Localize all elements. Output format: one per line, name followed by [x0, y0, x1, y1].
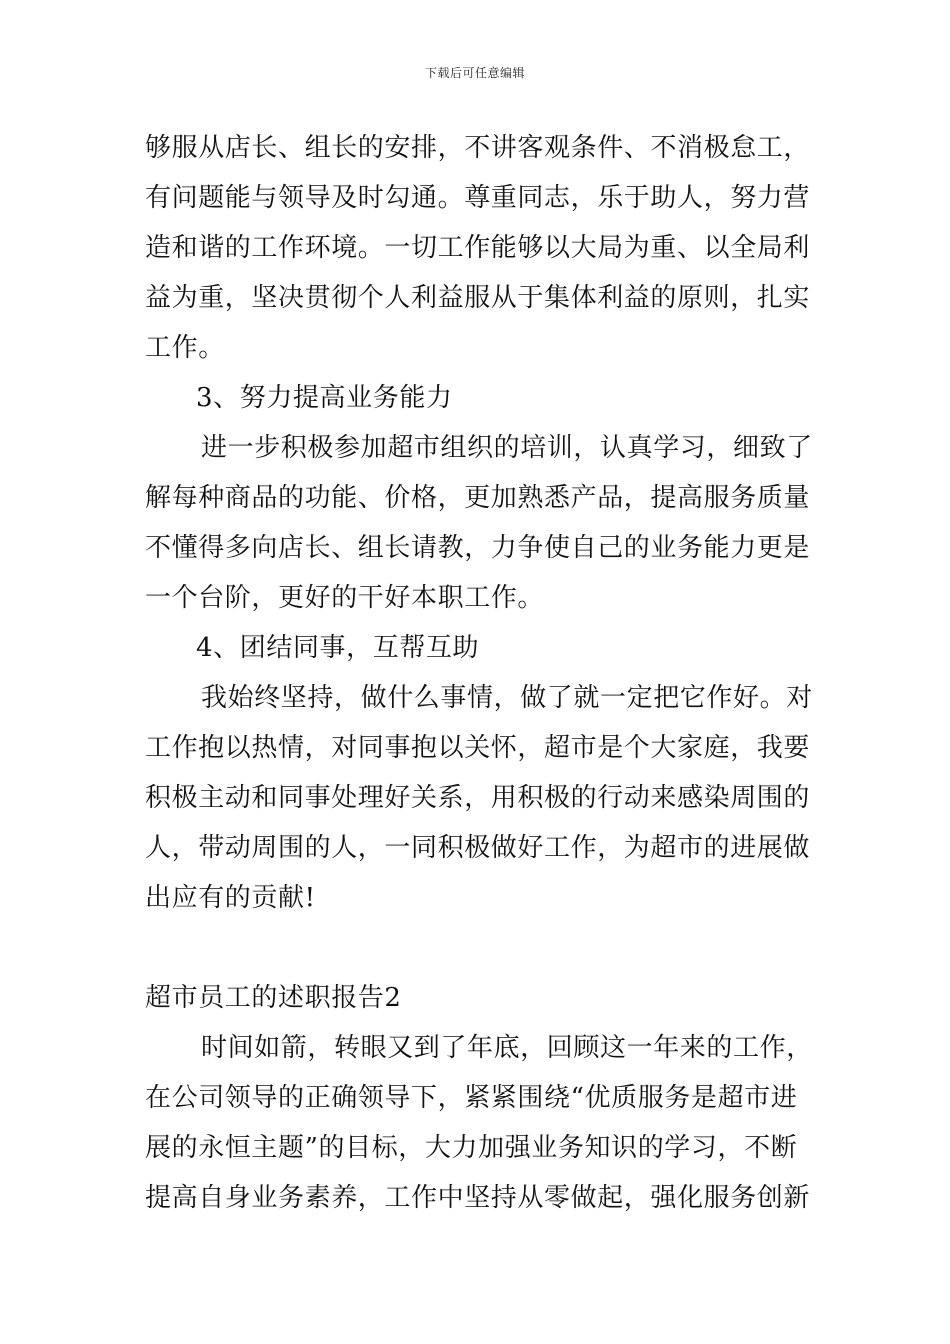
report-title: 超市员工的述职报告2	[145, 983, 402, 1013]
paragraph-line: 人，带动周围的人，一同积极做好工作，为超市的进展做	[145, 833, 811, 863]
section-heading: 3、努力提高业务能力	[196, 383, 453, 413]
paragraph-line: 工作抱以热情，对同事抱以关怀，超市是个大家庭，我要	[145, 733, 811, 763]
paragraph-line: 在公司领导的正确领导下，紧紧围绕“优质服务是超市进	[145, 1083, 798, 1113]
paragraph-line: 工作。	[145, 333, 225, 363]
paragraph-line: 够服从店长、组长的安排，不讲客观条件、不消极怠工，	[145, 133, 811, 163]
paragraph-line: 积极主动和同事处理好关系，用积极的行动来感染周围的	[145, 783, 811, 813]
page-header: 下载后可任意编辑	[424, 66, 525, 80]
paragraph-line: 展的永恒主题”的目标，大力加强业务知识的学习，不断	[145, 1133, 798, 1163]
paragraph-line: 有问题能与领导及时勾通。尊重同志，乐于助人，努力营	[145, 183, 811, 213]
paragraph-line: 益为重，坚决贯彻个人利益服从于集体利益的原则，扎实	[145, 283, 811, 313]
paragraph-line: 造和谐的工作环境。一切工作能够以大局为重、以全局利	[145, 233, 811, 263]
paragraph-line: 一个台阶，更好的干好本职工作。	[145, 583, 545, 613]
paragraph-line: 解每种商品的功能、价格，更加熟悉产品，提高服务质量	[145, 483, 811, 513]
paragraph-line: 出应有的贡献!	[145, 883, 316, 913]
paragraph-line: 我始终坚持，做什么事情，做了就一定把它作好。对	[201, 683, 813, 713]
section-heading: 4、团结同事，互帮互助	[196, 633, 480, 663]
paragraph-line: 不懂得多向店长、组长请教，力争使自己的业务能力更是	[145, 533, 811, 563]
paragraph-line: 时间如箭，转眼又到了年底，回顾这一年来的工作，	[201, 1033, 813, 1063]
paragraph-line: 进一步积极参加超市组织的培训，认真学习，细致了	[201, 433, 813, 463]
paragraph-line: 提高自身业务素养，工作中坚持从零做起，强化服务创新	[145, 1183, 811, 1213]
